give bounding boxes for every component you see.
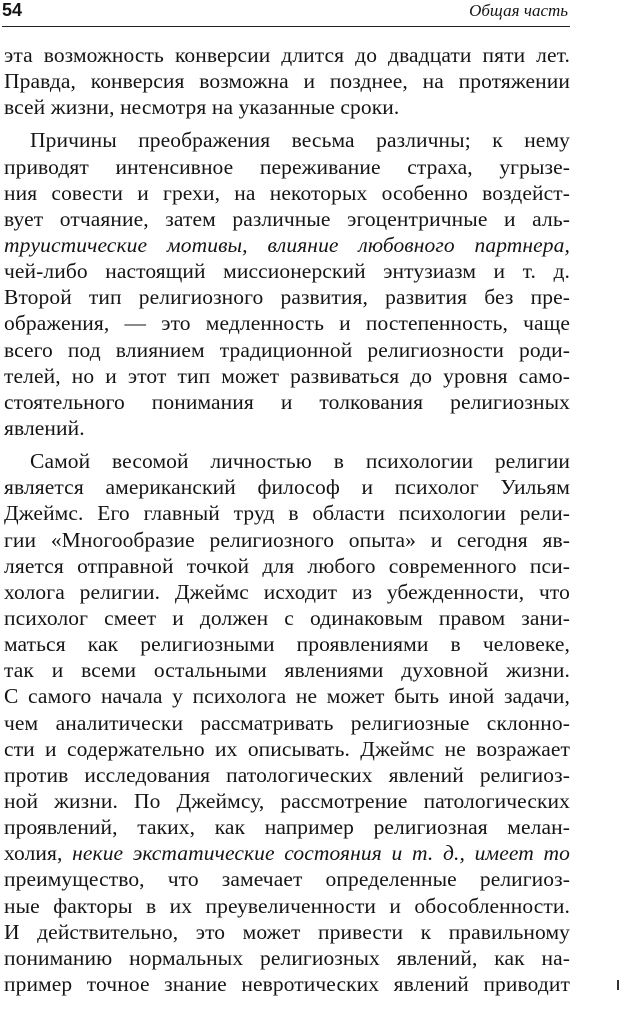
text-line: является американский философ и психолог Уильям [4, 475, 570, 500]
text-line: пример точное знание невротических явлений приводит [4, 971, 570, 996]
text-line: ные факторы в их преувеличенности и обособленности. [4, 893, 570, 918]
running-title: Общая часть [469, 1, 568, 20]
italic-run: некие экстатические состояния и т. д., имеет то [72, 841, 570, 866]
text-line: всей жизни, несмотря на указанные сроки. [4, 95, 400, 120]
text-line: преимущество, что замечает определенные религиоз- [4, 867, 570, 892]
text-line: телей, но и этот тип может развиваться до уровня само- [4, 363, 570, 388]
text-line: вует отчаяние, затем различные эгоцентричные и аль- [4, 206, 570, 231]
paragraph [4, 448, 570, 997]
text-line: стоятельного понимания и толкования религиозных [4, 389, 570, 414]
text-line: эта возможность конверсии длится до двадцати пяти лет. [4, 43, 570, 67]
italic-run: трyистические [4, 232, 167, 257]
text-line: ображения, — это медленность и постепенность, чаще [4, 311, 570, 336]
text-line: Правда, конверсия возможна и позднее, на протяжении [4, 69, 570, 94]
text-line: С самого начала у психолога не может быть иной задачи, [4, 684, 570, 709]
text-line: приводят интенсивное переживание страха, угрызе- [4, 154, 570, 179]
scan-edge-mark [617, 980, 619, 990]
text-line: Джеймс. Его главный труд в области психологии рели- [4, 501, 570, 526]
italic-run: мотивы, [166, 232, 268, 257]
text-line: холога религии. Джеймс исходит из убежденности, что [4, 579, 570, 604]
body-text [4, 42, 570, 997]
text-line: против исследования патологических явлений религиоз- [4, 762, 570, 787]
text-line: Причины преображения весьма различны; к нему [30, 128, 570, 153]
text-line: пониманию нормальных религиозных явлений, как на- [4, 945, 570, 970]
text-line: ной жизни. По Джеймсу, рассмотрение патологических [4, 788, 570, 813]
text-line: чей-либо настоящий миссионерский энтузиазм и т. д. [4, 259, 570, 284]
text-line: маться как религиозными проявлениями в человеке, [4, 632, 570, 657]
text-line-mixed [4, 840, 570, 866]
page-header [2, 0, 570, 27]
paragraph [4, 42, 570, 120]
paragraph [4, 127, 570, 441]
text-line: Второй тип религиозного развития, развития без пре- [4, 285, 570, 310]
text-line: Самой весомой личностью в психологии религии [30, 449, 570, 474]
text-line: психолог смеет и должен с одинаковым правом зани- [4, 605, 570, 630]
text-run: холия, [4, 841, 73, 866]
text-line: так и всеми остальными явлениями духовной жизни. [4, 658, 570, 683]
text-line: И действительно, это может привести к правильному [4, 919, 570, 944]
text-line: ляется отправной точкой для любого современного пси- [4, 553, 570, 578]
text-line: ния совести и грехи, на некоторых особенно воздейст- [4, 180, 570, 205]
text-line: проявлений, таких, как например религиозная мелан- [4, 815, 570, 840]
text-line: сти и содержательно их описывать. Джеймс не возражает [4, 736, 570, 761]
text-line: гии «Многообразие религиозного опыта» и сегодня яв- [4, 527, 570, 552]
text-line: всего под влиянием традиционной религиозности роди- [4, 337, 570, 362]
page-number: 54 [2, 0, 23, 20]
text-line: чем аналитически рассматривать религиозные склонно- [4, 710, 570, 735]
italic-run: влияние любовного партнера, [267, 232, 570, 257]
text-line: явлений. [4, 415, 85, 440]
text-line-mixed [4, 232, 570, 258]
